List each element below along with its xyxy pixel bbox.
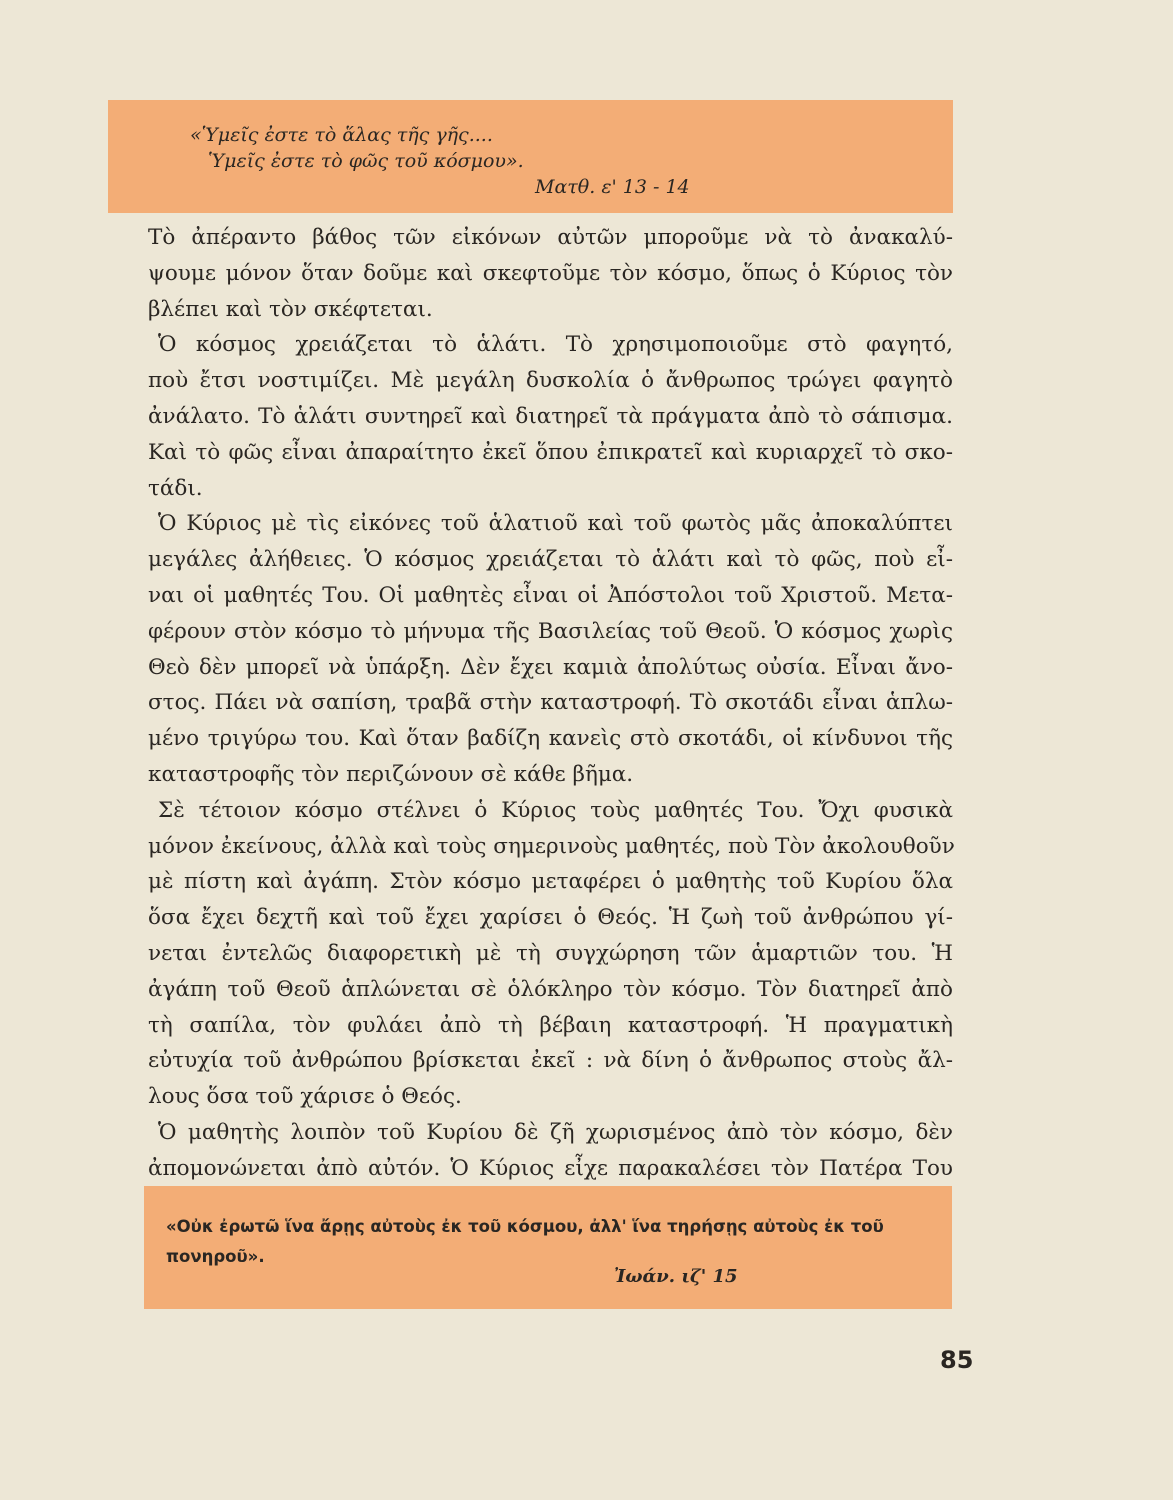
- body-line: μεγάλες ἀλήθειες. Ὁ κόσμος χρειάζεται τὸ ἁλάτι καὶ τὸ φῶς, ποὺ εἶ-: [148, 547, 953, 573]
- top-quote-line-2: Ὑμεῖς ἐστε τὸ φῶς τοῦ κόσμου».: [208, 150, 524, 172]
- bottom-quote-reference: Ἰωάν. ιζ' 15: [614, 1266, 738, 1287]
- body-line: Τὸ ἀπέραντο βάθος τῶν εἰκόνων αὐτῶν μποροῦμε νὰ τὸ ἀνακαλύ-: [148, 225, 953, 250]
- body-line: ψουμε μόνον ὅταν δοῦμε καὶ σκεφτοῦμε τὸν κόσμο, ὅπως ὁ Κύριος τὸν: [148, 260, 953, 286]
- top-quote-box: [108, 100, 953, 213]
- body-line: τάδι.: [148, 475, 203, 501]
- body-line: ὅσα ἔχει δεχτῆ καὶ τοῦ ἔχει χαρίσει ὁ Θεός. Ἡ ζωὴ τοῦ ἀνθρώπου γί-: [148, 905, 953, 931]
- body-line: φέρουν στὸν κόσμο τὸ μήνυμα τῆς Βασιλείας τοῦ Θεοῦ. Ὁ κόσμος χωρὶς: [148, 618, 953, 644]
- body-line: νεται ἐντελῶς διαφορετικὴ μὲ τὴ συγχώρηση τῶν ἁμαρτιῶν του. Ἡ: [148, 940, 953, 966]
- body-line: Ὁ κόσμος χρειάζεται τὸ ἁλάτι. Τὸ χρησιμοποιοῦμε στὸ φαγητό,: [158, 332, 953, 358]
- body-line: καταστροφῆς τὸν περιζώνουν σὲ κάθε βῆμα.: [148, 761, 634, 787]
- body-line: τὴ σαπίλα, τὸν φυλάει ἀπὸ τὴ βέβαιη καταστροφή. Ἡ πραγματικὴ: [148, 1012, 953, 1038]
- body-line: ἀπομονώνεται ἀπὸ αὐτόν. Ὁ Κύριος εἶχε παρακαλέσει τὸν Πατέρα Του: [148, 1155, 953, 1181]
- body-line: μὲ πίστη καὶ ἀγάπη. Στὸν κόσμο μεταφέρει ὁ μαθητὴς τοῦ Κυρίου ὅλα: [148, 869, 953, 895]
- body-line: Ὁ μαθητὴς λοιπὸν τοῦ Κυρίου δὲ ζῆ χωρισμένος ἀπὸ τὸν κόσμο, δὲν: [158, 1119, 953, 1145]
- body-line: Καὶ τὸ φῶς εἶναι ἀπαραίτητο ἐκεῖ ὅπου ἐπικρατεῖ καὶ κυριαρχεῖ τὸ σκο-: [148, 439, 953, 465]
- body-line: βλέπει καὶ τὸν σκέφτεται.: [148, 296, 433, 322]
- body-line: Σὲ τέτοιον κόσμο στέλνει ὁ Κύριος τοὺς μαθητές Του. Ὄχι φυσικὰ: [158, 797, 953, 823]
- bottom-quote-box: [144, 1186, 952, 1309]
- body-line: ἀνάλατο. Τὸ ἁλάτι συντηρεῖ καὶ διατηρεῖ τὰ πράγματα ἀπὸ τὸ σάπισμα.: [148, 403, 953, 429]
- body-text: [148, 220, 953, 1222]
- body-line: εὐτυχία τοῦ ἀνθρώπου βρίσκεται ἐκεῖ : νὰ δίνη ὁ ἄνθρωπος στοὺς ἄλ-: [148, 1048, 953, 1074]
- body-line: στος. Πάει νὰ σαπίση, τραβᾶ στὴν καταστροφή. Τὸ σκοτάδι εἶναι ἁπλω-: [148, 690, 953, 716]
- bottom-quote-text: «Οὐκ ἐρωτῶ ἵνα ἄρῃς αὐτοὺς ἐκ τοῦ κόσμου, ἀλλ' ἵνα τηρήσῃς αὐτοὺς ἐκ τοῦ πονηροῦ».: [166, 1217, 884, 1266]
- body-line: μένο τριγύρω του. Καὶ ὅταν βαδίζη κανεὶς στὸ σκοτάδι, οἱ κίνδυνοι τῆς: [148, 726, 953, 752]
- body-line: μόνον ἐκείνους, ἀλλὰ καὶ τοὺς σημερινοὺς μαθητές, ποὺ Τὸν ἀκολουθοῦν: [148, 833, 955, 859]
- body-line: Ὁ Κύριος μὲ τὶς εἰκόνες τοῦ ἁλατιοῦ καὶ τοῦ φωτὸς μᾶς ἀποκαλύπτει: [158, 511, 953, 537]
- top-quote-reference: Ματθ. ε' 13 - 14: [535, 176, 690, 198]
- page-number: 85: [940, 1346, 974, 1374]
- body-line: ποὺ ἔτσι νοστιμίζει. Μὲ μεγάλη δυσκολία ὁ ἄνθρωπος τρώγει φαγητὸ: [148, 368, 953, 394]
- top-quote-line-1: «Ὑμεῖς ἐστε τὸ ἅλας τῆς γῆς....: [190, 124, 493, 146]
- body-line: ναι οἱ μαθητές Του. Οἱ μαθητὲς εἶναι οἱ Ἀπόστολοι τοῦ Χριστοῦ. Μετα-: [148, 582, 953, 608]
- body-line: λους ὅσα τοῦ χάρισε ὁ Θεός.: [148, 1084, 462, 1110]
- body-line: ἀγάπη τοῦ Θεοῦ ἁπλώνεται σὲ ὁλόκληρο τὸν κόσμο. Τὸν διατηρεῖ ἀπὸ: [148, 976, 953, 1002]
- body-line: Θεὸ δὲν μπορεῖ νὰ ὑπάρξη. Δὲν ἔχει καμιὰ ἀπολύτως οὐσία. Εἶναι ἄνο-: [148, 654, 953, 680]
